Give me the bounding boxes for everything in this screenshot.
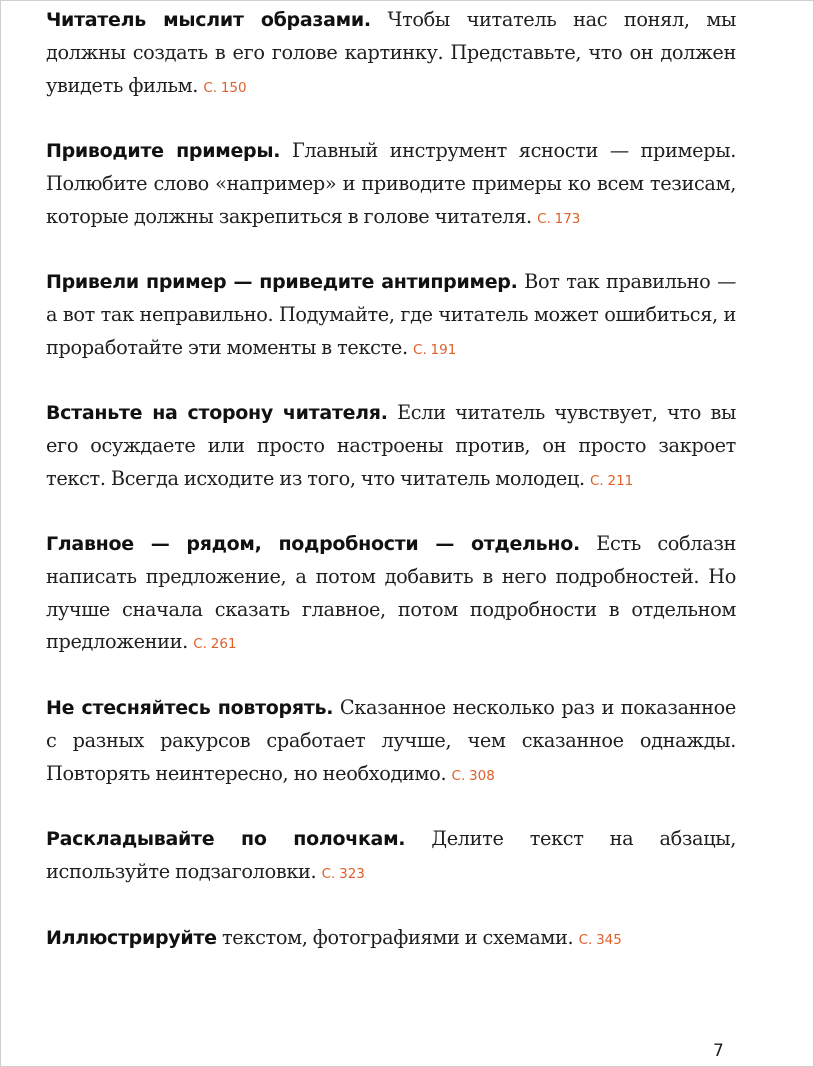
entry-text: текстом, фотографиями и схемами.	[221, 926, 574, 949]
entry-title: Привели пример — приведите антипример.	[46, 271, 518, 293]
page-reference: С. 191	[413, 341, 457, 358]
entry-text: Вот так правильно — а вот так неправильно. Подумайте, где читатель может ошибиться, и проработайте эти моменты в тексте.	[46, 270, 736, 359]
entry-title: Не стесняйтесь повторять.	[46, 697, 334, 719]
entry-think-in-images	[46, 4, 736, 104]
entry-main-first	[46, 528, 736, 661]
entry-title: Встаньте на сторону читателя.	[46, 402, 388, 424]
entry-title: Раскладывайте по полочкам.	[46, 828, 406, 850]
entry-title: Приводите примеры.	[46, 140, 281, 162]
entry-give-examples	[46, 135, 736, 235]
page-reference: С. 211	[590, 472, 634, 489]
entry-text: Чтобы читатель нас понял, мы должны создать в его голове картинку. Представьте, что он должен увидеть фильм.	[46, 8, 736, 97]
page-reference: С. 323	[321, 865, 365, 882]
entry-text: Сказанное несколько раз и показанное с разных ракурсов сработает лучше, чем сказанное однажды. Повторять неинтересно, но необходимо.	[46, 696, 736, 785]
page-number: 7	[713, 1041, 724, 1061]
entry-give-antiexample	[46, 266, 736, 366]
entry-illustrate	[46, 922, 736, 957]
entry-text: Делите текст на абзацы, используйте подзаголовки.	[46, 827, 737, 883]
entry-structure	[46, 823, 736, 891]
entry-title: Читатель мыслит образами.	[46, 9, 371, 31]
page-reference: С. 308	[451, 767, 495, 784]
entry-reader-side	[46, 397, 736, 497]
entry-text: Главный инструмент ясности — примеры. Полюбите слово «например» и приводите примеры ко всем тезисам, которые должны закрепиться в голове читателя.	[46, 139, 737, 228]
entry-text: Есть соблазн написать предложение, а потом добавить в него подробностей. Но лучше сначала сказать главное, потом подробности в отдельном предложении.	[46, 532, 737, 654]
entry-text: Если читатель чувствует, что вы его осуждаете или просто настроены против, он просто закроет текст. Всегда исходите из того, что читатель молодец.	[46, 401, 736, 490]
page-reference: С. 345	[578, 932, 622, 948]
entry-title: Иллюстрируйте	[46, 927, 217, 949]
page-reference: С. 150	[203, 79, 247, 96]
page-reference: С. 261	[193, 636, 237, 653]
entry-title: Главное — рядом, подробности — отдельно.	[46, 533, 580, 555]
entry-repeat	[46, 692, 736, 792]
page-reference: С. 173	[537, 210, 581, 227]
